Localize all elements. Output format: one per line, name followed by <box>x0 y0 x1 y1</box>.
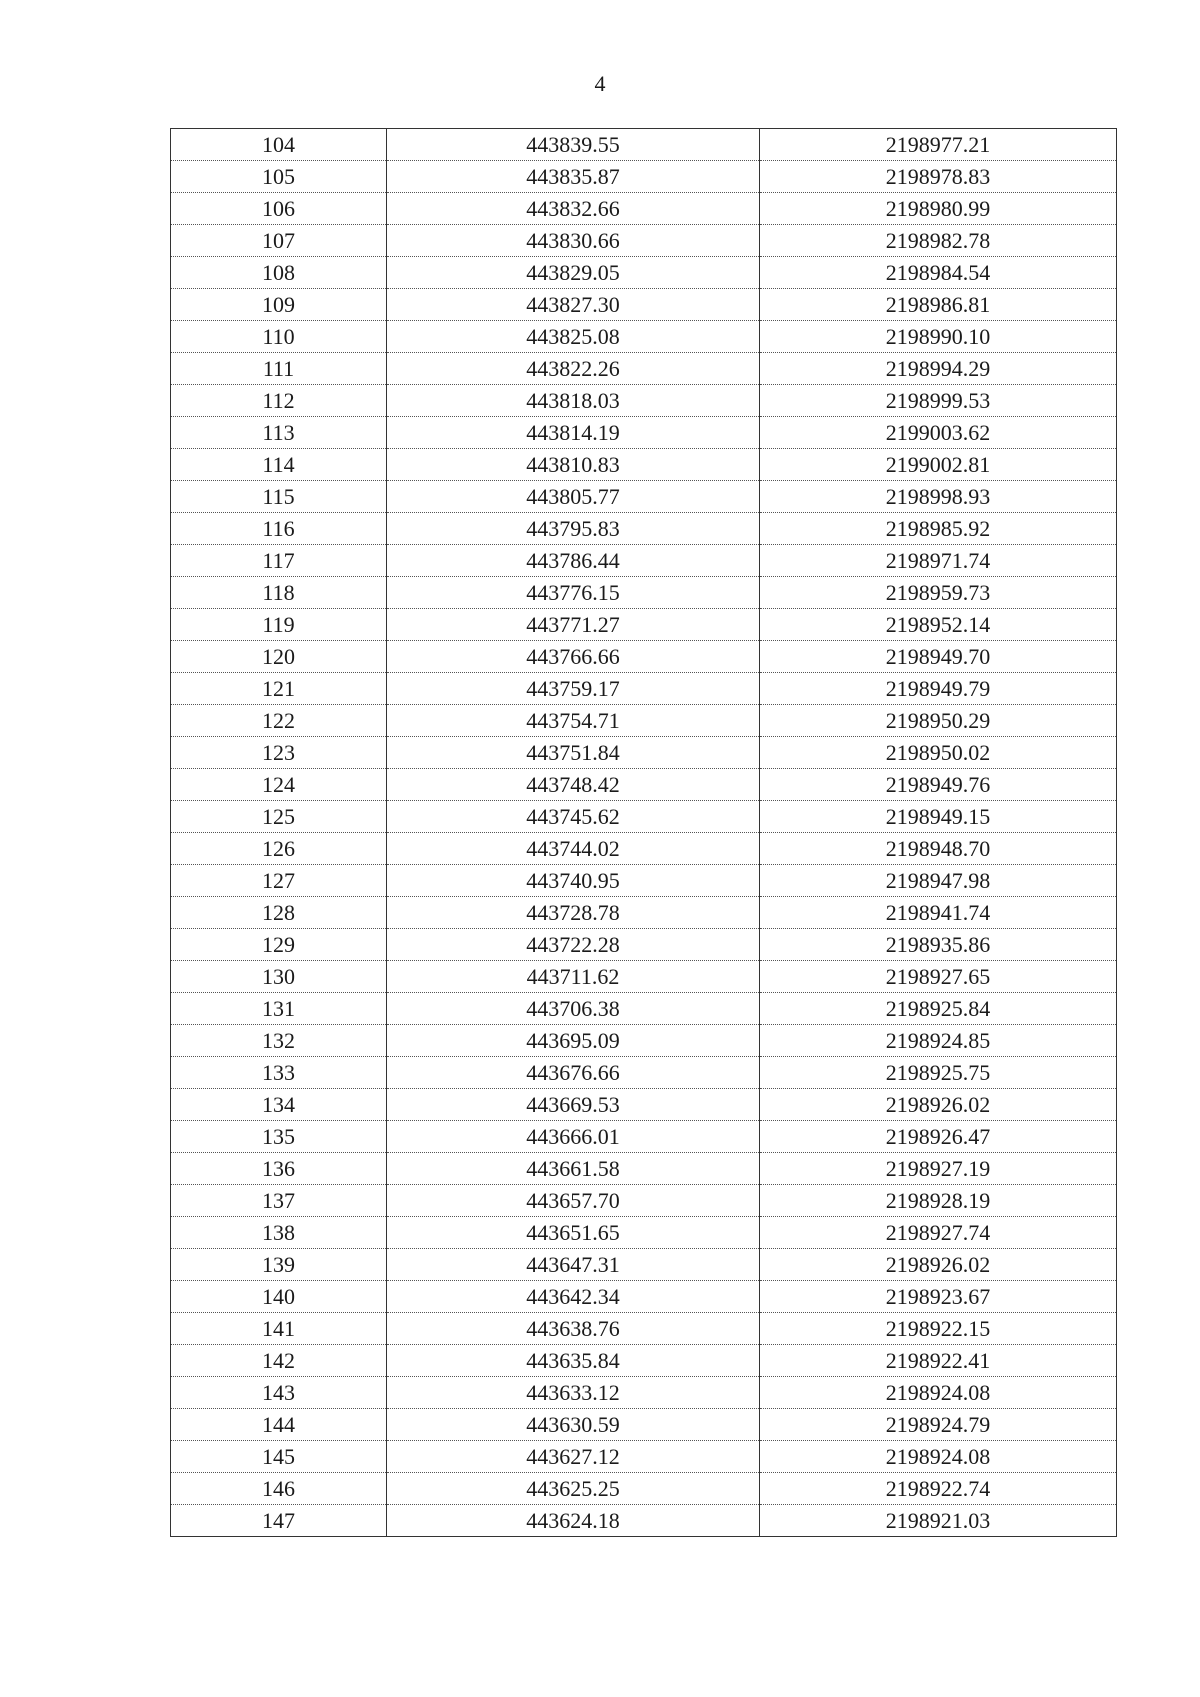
table-row <box>171 225 1117 257</box>
x-coordinate-cell: 443638.76 <box>387 1313 760 1345</box>
point-number-cell: 142 <box>171 1345 387 1377</box>
y-coordinate-cell: 2198926.02 <box>760 1249 1117 1281</box>
x-coordinate-cell: 443740.95 <box>387 865 760 897</box>
table-row <box>171 1025 1117 1057</box>
y-coordinate-cell: 2198978.83 <box>760 161 1117 193</box>
x-coordinate-cell: 443661.58 <box>387 1153 760 1185</box>
point-number-cell: 145 <box>171 1441 387 1473</box>
point-number-cell: 117 <box>171 545 387 577</box>
point-number-cell: 135 <box>171 1121 387 1153</box>
point-number-cell: 141 <box>171 1313 387 1345</box>
y-coordinate-cell: 2198925.75 <box>760 1057 1117 1089</box>
y-coordinate-cell: 2198984.54 <box>760 257 1117 289</box>
y-coordinate-cell: 2198928.19 <box>760 1185 1117 1217</box>
point-number-cell: 123 <box>171 737 387 769</box>
x-coordinate-cell: 443642.34 <box>387 1281 760 1313</box>
table-row <box>171 961 1117 993</box>
y-coordinate-cell: 2198950.29 <box>760 705 1117 737</box>
point-number-cell: 132 <box>171 1025 387 1057</box>
table-row <box>171 321 1117 353</box>
point-number-cell: 143 <box>171 1377 387 1409</box>
point-number-cell: 122 <box>171 705 387 737</box>
point-number-cell: 108 <box>171 257 387 289</box>
table-row <box>171 1185 1117 1217</box>
y-coordinate-cell: 2198949.70 <box>760 641 1117 673</box>
point-number-cell: 119 <box>171 609 387 641</box>
x-coordinate-cell: 443786.44 <box>387 545 760 577</box>
table-row <box>171 769 1117 801</box>
x-coordinate-cell: 443651.65 <box>387 1217 760 1249</box>
table-row <box>171 801 1117 833</box>
table-row <box>171 1089 1117 1121</box>
table-row <box>171 1121 1117 1153</box>
point-number-cell: 121 <box>171 673 387 705</box>
y-coordinate-cell: 2198986.81 <box>760 289 1117 321</box>
point-number-cell: 144 <box>171 1409 387 1441</box>
x-coordinate-cell: 443814.19 <box>387 417 760 449</box>
x-coordinate-cell: 443745.62 <box>387 801 760 833</box>
x-coordinate-cell: 443676.66 <box>387 1057 760 1089</box>
x-coordinate-cell: 443805.77 <box>387 481 760 513</box>
point-number-cell: 120 <box>171 641 387 673</box>
y-coordinate-cell: 2198924.08 <box>760 1441 1117 1473</box>
table-row <box>171 129 1117 161</box>
x-coordinate-cell: 443829.05 <box>387 257 760 289</box>
x-coordinate-cell: 443624.18 <box>387 1505 760 1537</box>
table-row <box>171 865 1117 897</box>
y-coordinate-cell: 2198924.85 <box>760 1025 1117 1057</box>
x-coordinate-cell: 443822.26 <box>387 353 760 385</box>
table-row <box>171 161 1117 193</box>
x-coordinate-cell: 443795.83 <box>387 513 760 545</box>
point-number-cell: 112 <box>171 385 387 417</box>
table-row <box>171 257 1117 289</box>
x-coordinate-cell: 443647.31 <box>387 1249 760 1281</box>
x-coordinate-cell: 443818.03 <box>387 385 760 417</box>
table-row <box>171 545 1117 577</box>
x-coordinate-cell: 443744.02 <box>387 833 760 865</box>
point-number-cell: 147 <box>171 1505 387 1537</box>
point-number-cell: 131 <box>171 993 387 1025</box>
point-number-cell: 110 <box>171 321 387 353</box>
y-coordinate-cell: 2198935.86 <box>760 929 1117 961</box>
y-coordinate-cell: 2198948.70 <box>760 833 1117 865</box>
table-row <box>171 1281 1117 1313</box>
x-coordinate-cell: 443669.53 <box>387 1089 760 1121</box>
x-coordinate-cell: 443771.27 <box>387 609 760 641</box>
point-number-cell: 146 <box>171 1473 387 1505</box>
x-coordinate-cell: 443827.30 <box>387 289 760 321</box>
table-row <box>171 289 1117 321</box>
point-number-cell: 130 <box>171 961 387 993</box>
table-row <box>171 417 1117 449</box>
x-coordinate-cell: 443657.70 <box>387 1185 760 1217</box>
table-row <box>171 1249 1117 1281</box>
table-row <box>171 577 1117 609</box>
y-coordinate-cell: 2198994.29 <box>760 353 1117 385</box>
table-row <box>171 1313 1117 1345</box>
point-number-cell: 136 <box>171 1153 387 1185</box>
table-row <box>171 673 1117 705</box>
point-number-cell: 125 <box>171 801 387 833</box>
y-coordinate-cell: 2198982.78 <box>760 225 1117 257</box>
table-row <box>171 193 1117 225</box>
x-coordinate-cell: 443627.12 <box>387 1441 760 1473</box>
y-coordinate-cell: 2198922.15 <box>760 1313 1117 1345</box>
point-number-cell: 138 <box>171 1217 387 1249</box>
x-coordinate-cell: 443751.84 <box>387 737 760 769</box>
y-coordinate-cell: 2198949.15 <box>760 801 1117 833</box>
x-coordinate-cell: 443776.15 <box>387 577 760 609</box>
table-row <box>171 1505 1117 1537</box>
y-coordinate-cell: 2198947.98 <box>760 865 1117 897</box>
x-coordinate-cell: 443759.17 <box>387 673 760 705</box>
table-row <box>171 1473 1117 1505</box>
y-coordinate-cell: 2198941.74 <box>760 897 1117 929</box>
page-number: 4 <box>594 71 606 96</box>
y-coordinate-cell: 2199002.81 <box>760 449 1117 481</box>
x-coordinate-cell: 443666.01 <box>387 1121 760 1153</box>
point-number-cell: 129 <box>171 929 387 961</box>
point-number-cell: 109 <box>171 289 387 321</box>
point-number-cell: 128 <box>171 897 387 929</box>
point-number-cell: 139 <box>171 1249 387 1281</box>
x-coordinate-cell: 443706.38 <box>387 993 760 1025</box>
y-coordinate-cell: 2198949.76 <box>760 769 1117 801</box>
table-row <box>171 449 1117 481</box>
point-number-cell: 106 <box>171 193 387 225</box>
point-number-cell: 137 <box>171 1185 387 1217</box>
point-number-cell: 140 <box>171 1281 387 1313</box>
y-coordinate-cell: 2198921.03 <box>760 1505 1117 1537</box>
table-row <box>171 833 1117 865</box>
y-coordinate-cell: 2198925.84 <box>760 993 1117 1025</box>
table-row <box>171 353 1117 385</box>
table-row <box>171 897 1117 929</box>
table-row <box>171 1441 1117 1473</box>
y-coordinate-cell: 2198922.74 <box>760 1473 1117 1505</box>
x-coordinate-cell: 443711.62 <box>387 961 760 993</box>
coordinates-table-body <box>171 129 1117 1537</box>
table-row <box>171 1057 1117 1089</box>
y-coordinate-cell: 2198999.53 <box>760 385 1117 417</box>
y-coordinate-cell: 2198927.65 <box>760 961 1117 993</box>
table-row <box>171 705 1117 737</box>
point-number-cell: 113 <box>171 417 387 449</box>
x-coordinate-cell: 443835.87 <box>387 161 760 193</box>
point-number-cell: 116 <box>171 513 387 545</box>
point-number-cell: 127 <box>171 865 387 897</box>
table-row <box>171 993 1117 1025</box>
y-coordinate-cell: 2198927.19 <box>760 1153 1117 1185</box>
x-coordinate-cell: 443635.84 <box>387 1345 760 1377</box>
y-coordinate-cell: 2198971.74 <box>760 545 1117 577</box>
x-coordinate-cell: 443633.12 <box>387 1377 760 1409</box>
x-coordinate-cell: 443722.28 <box>387 929 760 961</box>
y-coordinate-cell: 2198990.10 <box>760 321 1117 353</box>
table-row <box>171 1377 1117 1409</box>
y-coordinate-cell: 2198924.08 <box>760 1377 1117 1409</box>
x-coordinate-cell: 443695.09 <box>387 1025 760 1057</box>
x-coordinate-cell: 443832.66 <box>387 193 760 225</box>
table-row <box>171 513 1117 545</box>
y-coordinate-cell: 2199003.62 <box>760 417 1117 449</box>
point-number-cell: 105 <box>171 161 387 193</box>
y-coordinate-cell: 2198923.67 <box>760 1281 1117 1313</box>
x-coordinate-cell: 443748.42 <box>387 769 760 801</box>
table-row <box>171 929 1117 961</box>
x-coordinate-cell: 443728.78 <box>387 897 760 929</box>
y-coordinate-cell: 2198949.79 <box>760 673 1117 705</box>
y-coordinate-cell: 2198927.74 <box>760 1217 1117 1249</box>
y-coordinate-cell: 2198952.14 <box>760 609 1117 641</box>
point-number-cell: 107 <box>171 225 387 257</box>
y-coordinate-cell: 2198985.92 <box>760 513 1117 545</box>
x-coordinate-cell: 443839.55 <box>387 129 760 161</box>
point-number-cell: 126 <box>171 833 387 865</box>
y-coordinate-cell: 2198924.79 <box>760 1409 1117 1441</box>
table-row <box>171 1217 1117 1249</box>
table-row <box>171 1409 1117 1441</box>
point-number-cell: 111 <box>171 353 387 385</box>
x-coordinate-cell: 443766.66 <box>387 641 760 673</box>
point-number-cell: 114 <box>171 449 387 481</box>
y-coordinate-cell: 2198926.02 <box>760 1089 1117 1121</box>
table-row <box>171 641 1117 673</box>
point-number-cell: 133 <box>171 1057 387 1089</box>
x-coordinate-cell: 443630.59 <box>387 1409 760 1441</box>
point-number-cell: 115 <box>171 481 387 513</box>
x-coordinate-cell: 443754.71 <box>387 705 760 737</box>
table-row <box>171 609 1117 641</box>
table-row <box>171 481 1117 513</box>
table-row <box>171 385 1117 417</box>
y-coordinate-cell: 2198926.47 <box>760 1121 1117 1153</box>
x-coordinate-cell: 443830.66 <box>387 225 760 257</box>
table-row <box>171 737 1117 769</box>
point-number-cell: 118 <box>171 577 387 609</box>
y-coordinate-cell: 2198950.02 <box>760 737 1117 769</box>
point-number-cell: 104 <box>171 129 387 161</box>
coordinates-table <box>170 128 1117 1537</box>
y-coordinate-cell: 2198922.41 <box>760 1345 1117 1377</box>
point-number-cell: 134 <box>171 1089 387 1121</box>
x-coordinate-cell: 443825.08 <box>387 321 760 353</box>
x-coordinate-cell: 443810.83 <box>387 449 760 481</box>
y-coordinate-cell: 2198977.21 <box>760 129 1117 161</box>
y-coordinate-cell: 2198980.99 <box>760 193 1117 225</box>
y-coordinate-cell: 2198998.93 <box>760 481 1117 513</box>
x-coordinate-cell: 443625.25 <box>387 1473 760 1505</box>
table-row <box>171 1153 1117 1185</box>
point-number-cell: 124 <box>171 769 387 801</box>
y-coordinate-cell: 2198959.73 <box>760 577 1117 609</box>
table-row <box>171 1345 1117 1377</box>
